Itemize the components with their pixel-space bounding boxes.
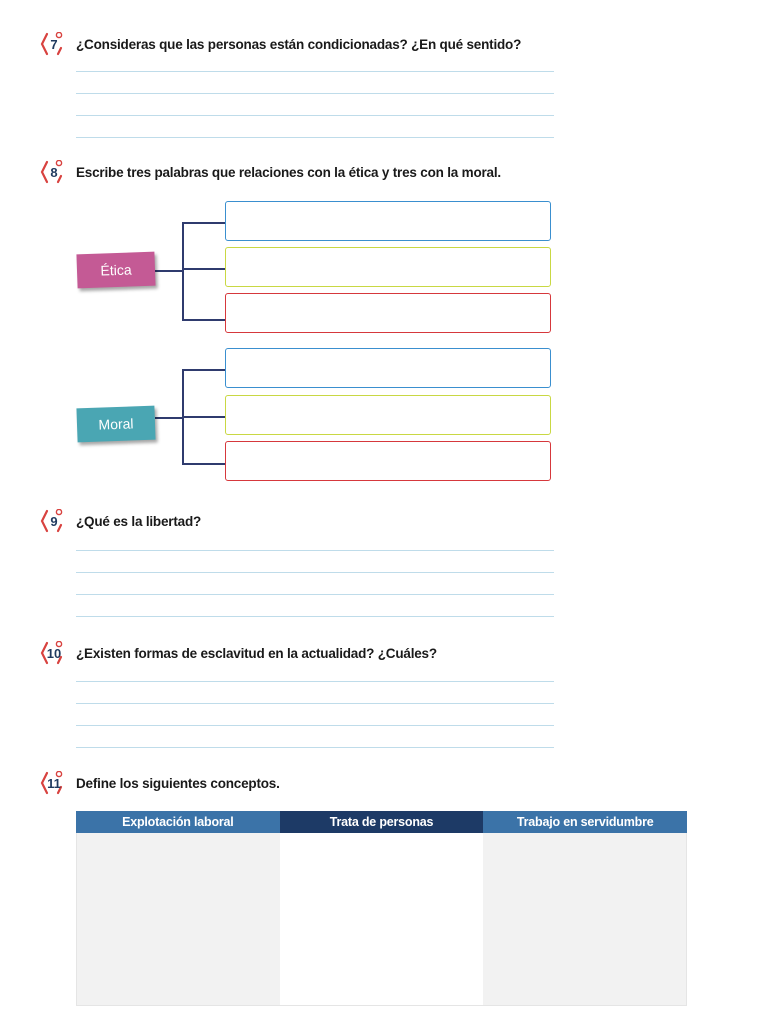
header-trata-de-personas: Trata de personas	[280, 811, 484, 833]
question-number: 10	[46, 645, 62, 661]
header-trabajo-en-servidumbre: Trabajo en servidumbre	[483, 811, 687, 833]
question-text: Define los siguientes conceptos.	[76, 775, 280, 791]
question-number-badge	[38, 641, 70, 665]
connector-line	[182, 222, 184, 320]
connector-line	[155, 417, 183, 419]
table-row	[76, 833, 687, 1006]
cell-explotacion-laboral[interactable]	[77, 833, 280, 1005]
question-text: Escribe tres palabras que relaciones con la ética y tres con la moral.	[76, 164, 501, 180]
connector-line	[182, 222, 226, 224]
answer-lines[interactable]	[76, 550, 554, 638]
answer-lines[interactable]	[76, 681, 554, 769]
etica-word-box-3[interactable]	[225, 293, 551, 333]
moral-label: Moral	[76, 406, 155, 443]
question-number-badge	[38, 771, 70, 795]
question-7	[38, 32, 521, 56]
question-9	[38, 509, 201, 533]
etica-word-box-2[interactable]	[225, 247, 551, 287]
question-8	[38, 160, 501, 184]
answer-lines[interactable]	[76, 71, 554, 159]
question-number: 7	[50, 36, 58, 52]
question-number-badge	[38, 32, 70, 56]
question-text: ¿Qué es la libertad?	[76, 513, 202, 529]
etica-label: Ética	[76, 252, 155, 289]
cell-trata-de-personas[interactable]	[280, 833, 483, 1005]
question-number: 9	[50, 513, 58, 529]
question-text: ¿Existen formas de esclavitud en la actualidad? ¿Cuáles?	[76, 645, 437, 661]
question-10	[38, 641, 437, 665]
header-explotacion-laboral: Explotación laboral	[76, 811, 280, 833]
question-number: 11	[47, 775, 61, 791]
table-header	[76, 811, 687, 833]
connector-line	[182, 268, 226, 270]
moral-word-box-3[interactable]	[225, 441, 551, 481]
question-number: 8	[50, 164, 58, 180]
connector-line	[182, 369, 226, 371]
connector-line	[182, 463, 226, 465]
concepts-table	[76, 811, 687, 1006]
question-text: ¿Consideras que las personas están condicionadas? ¿En qué sentido?	[76, 36, 522, 52]
question-11	[38, 771, 280, 795]
question-number-badge	[38, 160, 70, 184]
cell-trabajo-en-servidumbre[interactable]	[483, 833, 686, 1005]
etica-word-box-1[interactable]	[225, 201, 551, 241]
connector-line	[182, 416, 226, 418]
moral-word-box-2[interactable]	[225, 395, 551, 435]
connector-line	[182, 319, 226, 321]
moral-word-box-1[interactable]	[225, 348, 551, 388]
question-number-badge	[38, 509, 70, 533]
connector-line	[155, 270, 183, 272]
